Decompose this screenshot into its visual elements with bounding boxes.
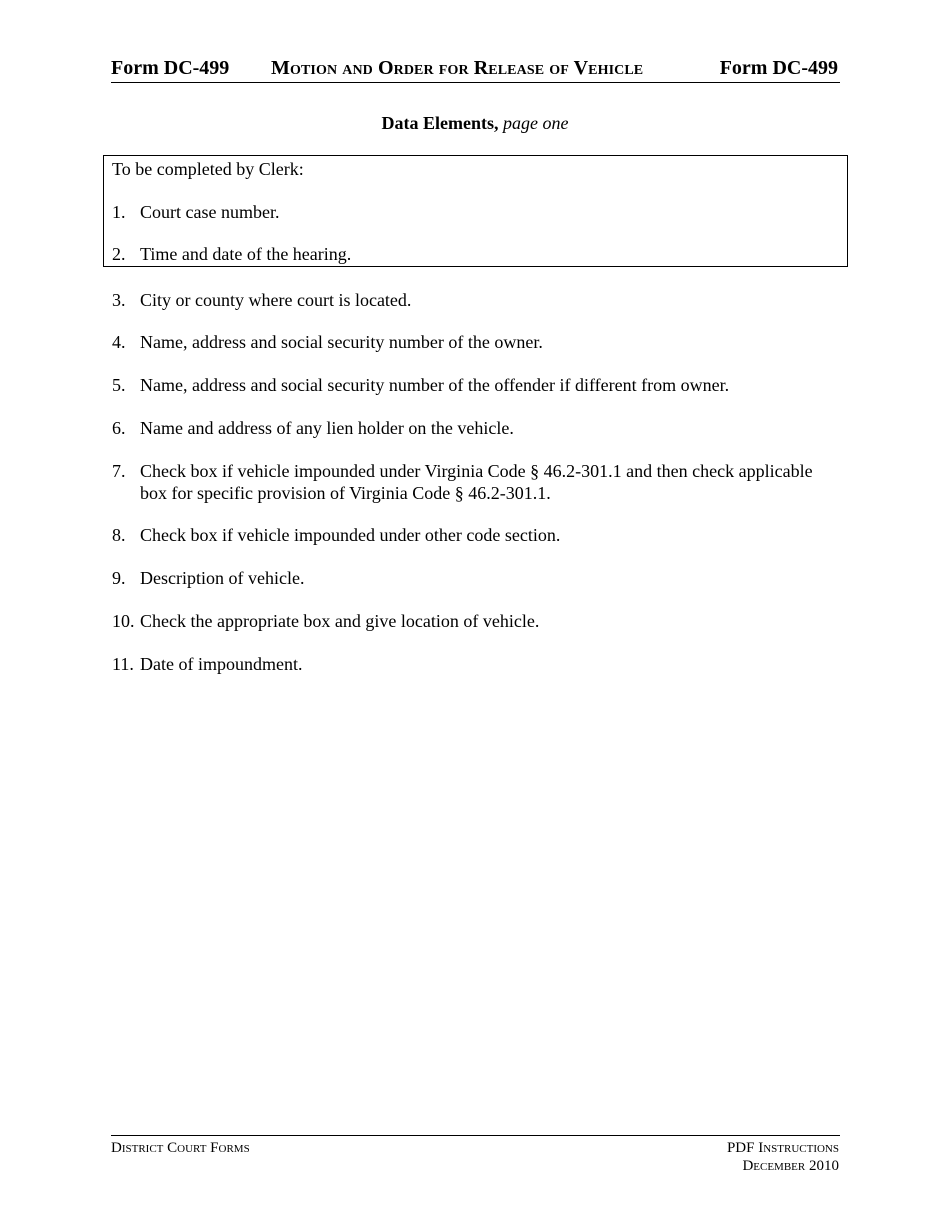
- item-number: 3.: [112, 290, 126, 310]
- item-text: Check box if vehicle impounded under other code section.: [140, 525, 561, 545]
- item-number: 11.: [112, 654, 134, 674]
- item-number: 9.: [112, 568, 126, 588]
- item-number: 10.: [112, 611, 135, 631]
- item-text: Date of impoundment.: [140, 654, 303, 674]
- item-number: 8.: [112, 525, 126, 545]
- subtitle-italic: page one: [503, 113, 569, 133]
- footer-right: [727, 1139, 839, 1175]
- item-number: 7.: [112, 461, 126, 481]
- item-number: 4.: [112, 332, 126, 352]
- item-text: Name, address and social security number of the owner.: [140, 332, 543, 352]
- item-text: Check the appropriate box and give location of vehicle.: [140, 611, 540, 631]
- page-header: [111, 55, 840, 83]
- item-number: 6.: [112, 418, 126, 438]
- item-text: Name, address and social security number of the offender if different from owner.: [140, 375, 730, 395]
- form-number-left: Form DC-499: [111, 57, 230, 79]
- footer-right-line1: PDF Instructions: [726, 1140, 839, 1156]
- item-text: Description of vehicle.: [140, 568, 305, 588]
- item-text-continued: box for specific provision of Virginia Code § 46.2-301.1.: [140, 483, 551, 503]
- item-number: 2.: [112, 244, 126, 264]
- clerk-heading: To be completed by Clerk:: [112, 159, 304, 179]
- item-text: Check box if vehicle impounded under Virginia Code § 46.2-301.1 and then check applicable: [140, 461, 813, 481]
- footer-left: District Court Forms: [111, 1140, 250, 1156]
- item-text: City or county where court is located.: [140, 290, 412, 310]
- item-number: 1.: [112, 202, 126, 222]
- subtitle-bold: Data Elements,: [381, 113, 499, 133]
- item-number: 5.: [112, 375, 126, 395]
- page-footer: [111, 1135, 840, 1174]
- form-title: Motion and Order for Release of Vehicle: [271, 57, 644, 79]
- section-subtitle: [0, 113, 950, 134]
- form-number-right: Form DC-499: [719, 57, 838, 79]
- item-text: Name and address of any lien holder on the vehicle.: [140, 418, 514, 438]
- footer-right-line2: December 2010: [742, 1158, 839, 1174]
- item-text: Court case number.: [140, 202, 280, 222]
- item-text: Time and date of the hearing.: [140, 244, 352, 264]
